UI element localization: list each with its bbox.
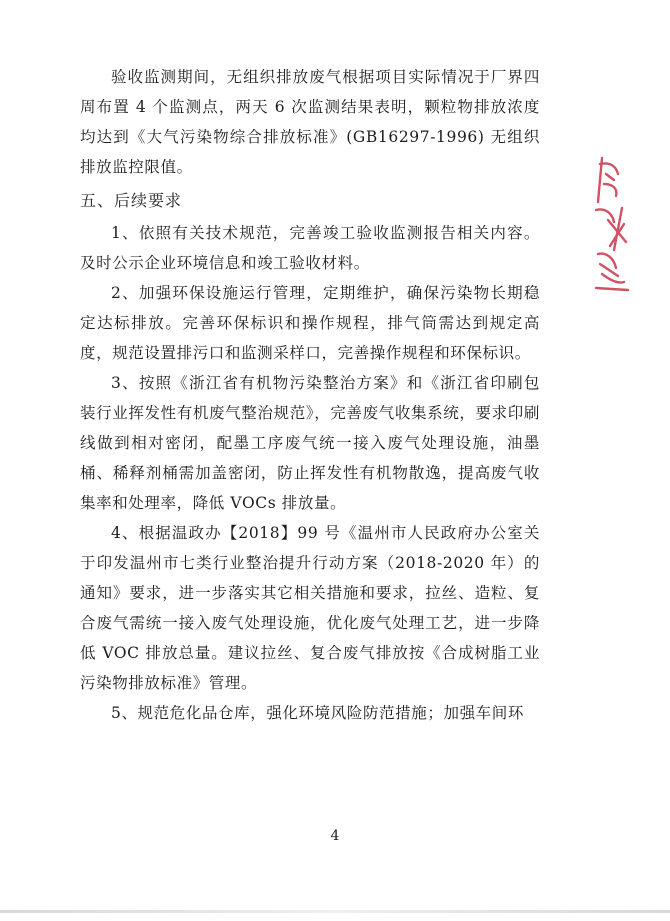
requirement-item-2: 2、加强环保设施运行管理，定期维护，确保污染物长期稳定达标排放。完善环保标识和操作规程，排气筒需达到规定高度，规范设置排污口和监测采样口，完善操作规程和环保标识。 — [80, 284, 540, 362]
monitoring-paragraph: 验收监测期间，无组织排放废气根据项目实际情况于厂界四周布置 4 个监测点，两天 6 次监测结果表明，颗粒物排放浓度均达到《大气污染物综合排放标准》(GB16297-1996) 无组织排放监控限值。 — [80, 68, 540, 176]
requirement-item-3: 3、按照《浙江省有机物污染整治方案》和《浙江省印刷包装行业挥发性有机废气整治规范》，完善废气收集系统，要求印刷线做到相对密闭，配墨工序废气统一接入废气处理设施，油墨桶、稀释剂桶需加盖密闭，防止挥发性有机物散逸，提高废气收集率和处理率，降低 VOCs 排放量。 — [80, 374, 540, 512]
requirement-item-5: 5、规范危化品仓库，强化环境风险防范措施；加强车间环 — [111, 704, 524, 722]
document-body — [80, 62, 540, 728]
scan-bottom-edge — [0, 910, 670, 913]
page-number: 4 — [330, 828, 340, 844]
requirement-item-1: 1、依照有关技术规范，完善竣工验收监测报告相关内容。及时公示企业环境信息和竣工验收材料。 — [80, 224, 540, 272]
requirement-item-4: 4、根据温政办【2018】99 号《温州市人民政府办公室关于印发温州市七类行业整治提升行动方案（2018-2020 年）的通知》要求，进一步落实其它相关措施和要求，拉丝、造粒、复合废气需统一接入废气处理设施，优化废气处理工艺，进一步降低 VOC 排放总量。建议拉丝、复合废气排放按《合成树脂工业污染物排放标准》管理。 — [80, 524, 540, 692]
section-heading: 五、后续要求 — [80, 191, 183, 210]
stamp-icon — [588, 150, 636, 300]
